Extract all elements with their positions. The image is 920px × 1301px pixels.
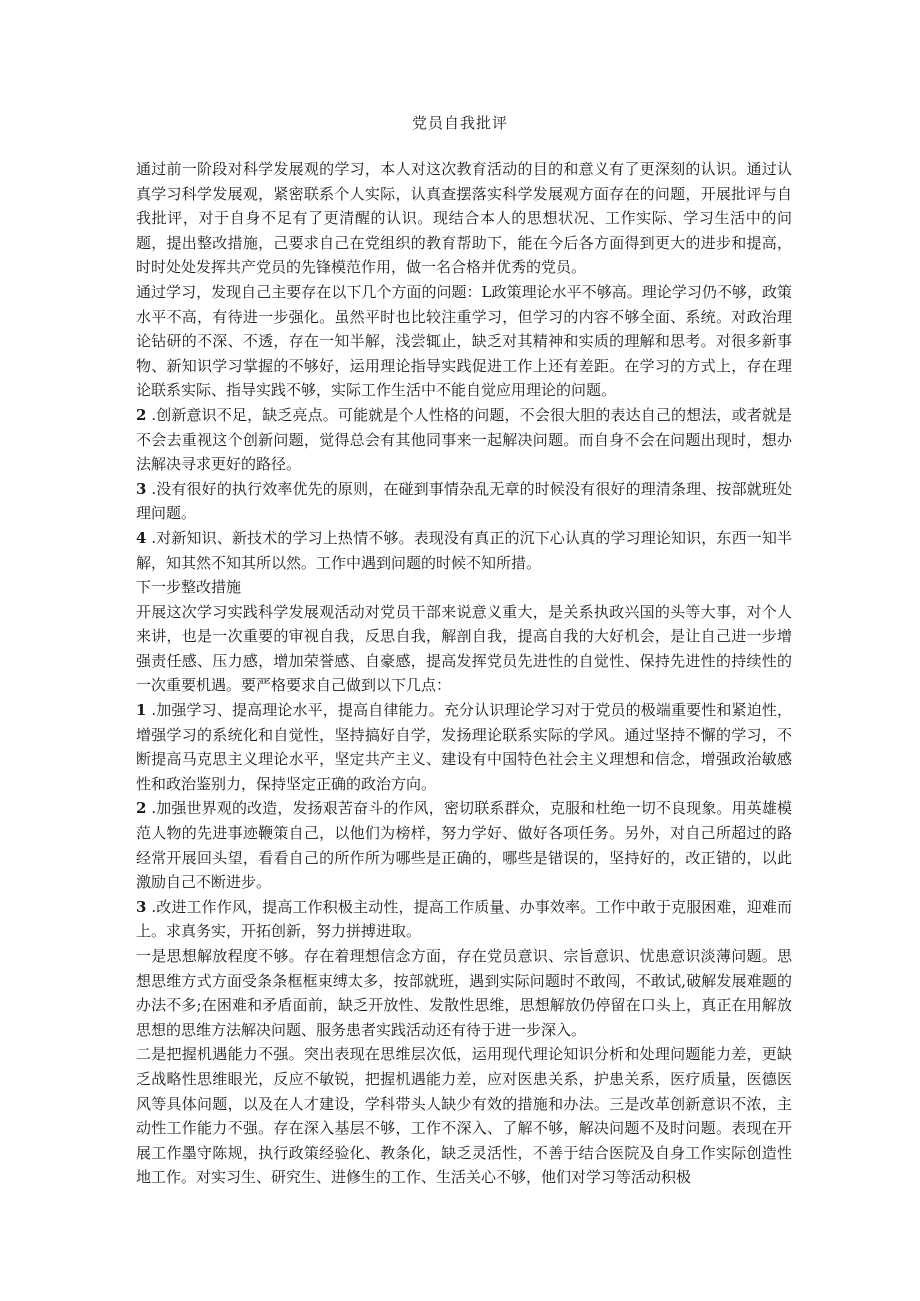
list-number: 2 (136, 799, 147, 818)
list-number: 3 (136, 479, 147, 498)
paragraph-problems: 通过学习，发现自己主要存在以下几个方面的问题：L政策理论水平不够高。理论学习仍不够，政策水平不高，有待进一步强化。虽然平时也比较注重学习，但学习的内容不够全面、系统。对政治理论钻研的不深、不透，存在一知半解，浅尝辄止，缺乏对其精神和实质的理解和思考。对很多新事物、新知识学习掌握的不够好，运用理论指导实践促进工作上还有差距。在学习的方式上，存在理论联系实际、指导实践不够，实际工作生活中不能自觉应用理论的问题。 (136, 282, 792, 400)
paragraph-measure-1: 1 .加强学习、提高理论水平，提高自律能力。充分认识理论学习对于党员的极端重要性和紧迫性，增强学习的系统化和自觉性，坚持搞好自学，发扬理论联系实际的学风。通过坚持不懈的学习，不断提高马克思主义理论水平，坚定共产主义、建设有中国特色社会主义理想和信念，增强政治敏感性和政治鉴别力，保持坚定正确的政治方向。 (136, 701, 792, 793)
paragraph-point-one: 一是思想解放程度不够。存在着理想信念方面，存在党员意识、宗旨意识、忧患意识淡薄问题。思想思维方式方面受条条框框束缚太多，按部就班，遇到实际问题时不敢闯，不敢试,破解发展难题的办法不多;在困难和矛盾面前，缺乏开放性、发散性思维，思想解放仍停留在口头上，真正在用解放思想的思维方法解决问题、服务患者实践活动还有待于进一步深入。 (136, 947, 792, 1039)
paragraph-point-two: 二是把握机遇能力不强。突出表现在思维层次低，运用现代理论知识分析和处理问题能力差，更缺乏战略性思维眼光，反应不敏锐，把握机遇能力差，应对医患关系，护患关系，医疗质量，医德医风等具体问题，以及在人才建设，学科带头人缺少有效的措施和办法。三是改革创新意识不浓，主动性工作能力不强。存在深入基层不够，工作不深入、了解不够，解决问题不及时问题。表现在开展工作墨守陈规，执行政策经验化、教条化，缺乏灵活性，不善于结合医院及自身工作实际创造性地工作。对实习生、研究生、进修生的工作、生活关心不够，他们对学习等活动积极 (136, 1045, 792, 1187)
paragraph-measures-intro: 开展这次学习实践科学发展观活动对党员干部来说意义重大，是关系执政兴国的头等大事，对个人来讲，也是一次重要的审视自我，反思自我，解剖自我，提高自我的大好机会，是让自己进一步增强责任感、压力感，增加荣誉感、自豪感，提高发挥党员先进性的自觉性、保持先进性的持续性的一次重要机遇。要严格要求自己做到以下几点： (136, 602, 792, 695)
document-title: 党员自我批评 (411, 114, 508, 132)
list-number: 3 (136, 897, 147, 916)
list-number: 1 (136, 701, 147, 720)
paragraph-problem-2: 2 .创新意识不足，缺乏亮点。可能就是个人性格的问题，不会很大胆的表达自己的想法，或者就是不会去重视这个创新问题，觉得总会有其他同事来一起解决问题。而自身不会在问题出现时，想办法解决寻求更好的路径。 (136, 405, 792, 474)
list-number: 2 (136, 405, 147, 424)
paragraph-measure-3: 3 .改进工作作风，提高工作积极主动性，提高工作质量、办事效率。工作中敢于克服困难，迎难而上。求真务实，开拓创新，努力拼搏进取。 (136, 897, 792, 941)
section-heading-measures: 下一步整改措施 (136, 578, 242, 597)
paragraph-problem-3: 3 .没有很好的执行效率优先的原则，在碰到事情杂乱无章的时候没有很好的理清条理、按部就班处理问题。 (136, 479, 792, 523)
paragraph-intro: 通过前一阶段对科学发展观的学习，本人对这次教育活动的目的和意义有了更深刻的认识。通过认真学习科学发展观，紧密联系个人实际，认真查摆落实科学发展观方面存在的问题，开展批评与自我批评，对于自身不足有了更清醒的认识。现结合本人的思想状况、工作实际、学习生活中的问题，提出整改措施，己要求自己在党组织的教育帮助下，能在今后各方面得到更大的进步和提高，时时处处发挥共产党员的先锋模范作用，做一名合格并优秀的党员。 (136, 160, 792, 277)
list-number: 4 (136, 528, 147, 547)
paragraph-measure-2: 2 .加强世界观的改造，发扬艰苦奋斗的作风，密切联系群众，克服和杜绝一切不良现象。用英雄模范人物的先进事迹鞭策自己，以他们为榜样，努力学好、做好各项任务。另外，对自己所超过的路经常开展回头望，看看自己的所作所为哪些是正确的，哪些是错误的，坚持好的，改正错的，以此激励自己不断进步。 (136, 799, 792, 892)
paragraph-problem-4: 4 .对新知识、新技术的学习上热情不够。表现没有真正的沉下心认真的学习理论知识，东西一知半解，知其然不知其所以然。工作中遇到问题的时候不知所措。 (136, 528, 792, 572)
document-body (136, 157, 792, 1190)
